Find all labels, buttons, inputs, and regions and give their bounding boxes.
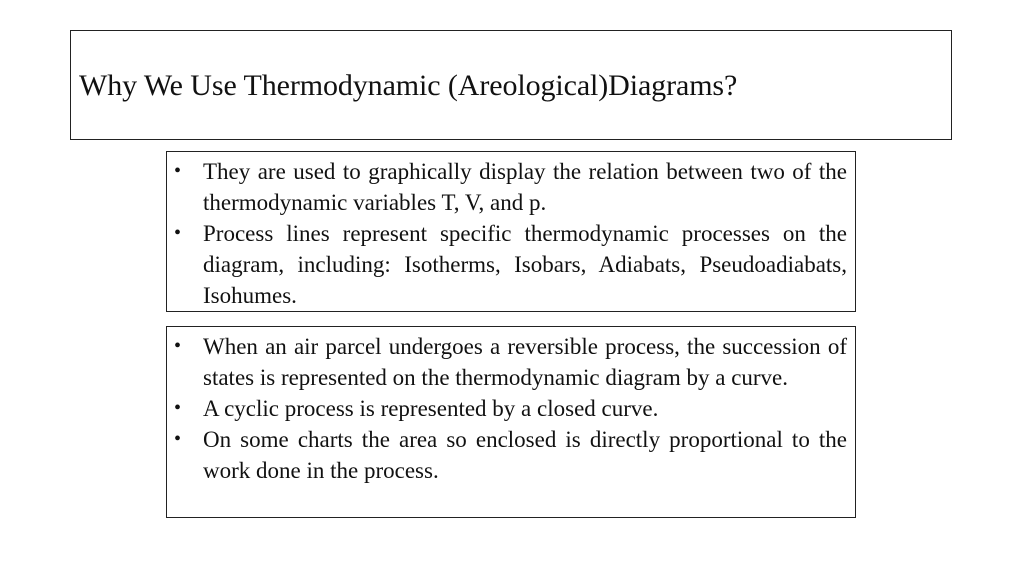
bullet-text: When an air parcel undergoes a reversible process, the succession of states is represented on the thermodynamic diagram by a curve. — [203, 334, 847, 390]
bullet-item — [167, 331, 847, 393]
bullet-dot-icon: • — [174, 335, 182, 357]
bullet-text: A cyclic process is represented by a closed curve. — [203, 396, 659, 421]
bullet-box-processes — [166, 326, 856, 518]
slide-title: Why We Use Thermodynamic (Areological)Diagrams? — [79, 68, 738, 102]
bullet-list — [167, 156, 847, 311]
bullet-item — [167, 393, 847, 424]
bullet-list — [167, 331, 847, 486]
bullet-dot-icon: • — [174, 160, 182, 182]
bullet-box-variables — [166, 151, 856, 312]
title-box — [70, 30, 952, 140]
bullet-item — [167, 424, 847, 486]
bullet-text: Process lines represent specific thermodynamic processes on the diagram, including: Isotherms, Isobars, Adiabats, Pseudoadiabats, Isohumes. — [203, 221, 847, 308]
bullet-dot-icon: • — [174, 222, 182, 244]
bullet-item — [167, 156, 847, 218]
bullet-dot-icon: • — [174, 397, 182, 419]
bullet-dot-icon: • — [174, 428, 182, 450]
bullet-item — [167, 218, 847, 311]
bullet-text: They are used to graphically display the relation between two of the thermodynamic variables T, V, and p. — [203, 159, 847, 215]
bullet-text: On some charts the area so enclosed is directly proportional to the work done in the process. — [203, 427, 847, 483]
